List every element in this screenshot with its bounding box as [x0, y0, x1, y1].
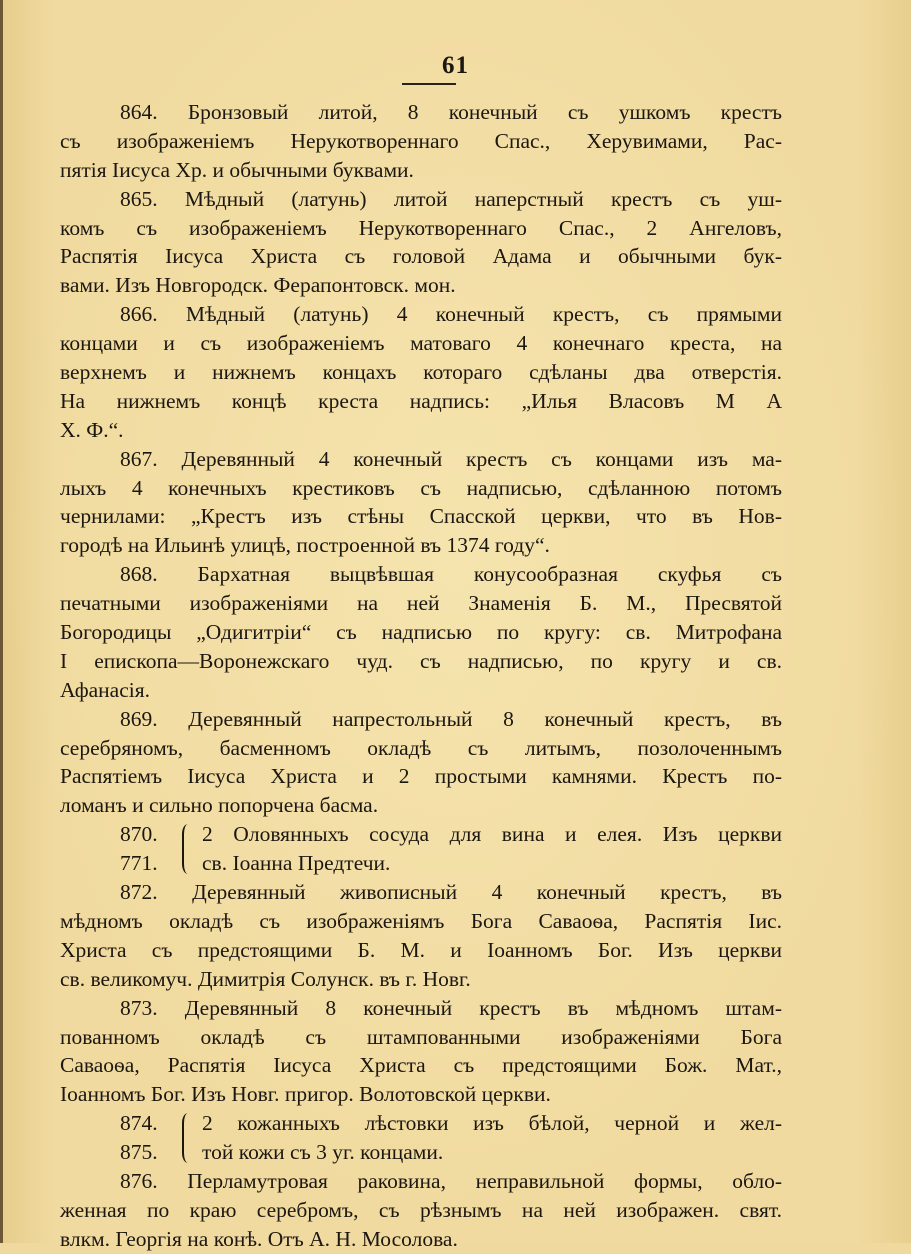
page-number-rule — [402, 83, 456, 85]
curly-brace — [182, 824, 192, 874]
text-line: 876. Перламутровая раковина, неправильной формы, обло- — [120, 1168, 782, 1193]
text-line: печатными изображеніями на ней Знаменія Б. М., Пресвятой — [60, 591, 782, 616]
bracketed-entry — [60, 820, 782, 878]
curly-brace — [182, 1113, 192, 1163]
entry-numbers — [120, 1109, 172, 1167]
text-line: Распятіемъ Іисуса Христа и 2 простыми камнями. Крестъ по- — [60, 764, 782, 789]
text-line: св. Іоанна Предтечи. — [202, 851, 391, 876]
text-line: Афанасія. — [60, 677, 151, 702]
text-line: св. великомуч. Димитрія Солунск. въ г. Новг. — [60, 966, 471, 991]
text-line: Саваоѳа, Распятія Іисуса Христа съ предстоящими Бож. Мат., — [60, 1053, 782, 1078]
text-line: 864. Бронзовый литой, 8 конечный съ ушкомъ крестъ — [120, 100, 782, 124]
catalog-entry — [60, 185, 782, 301]
text-line: чернилами: „Крестъ изъ стѣны Спасской церкви, что въ Нов- — [60, 504, 782, 529]
text-line: 873. Деревянный 8 конечный крестъ въ мѣдномъ штам- — [120, 995, 782, 1020]
entry-number: 870. — [120, 822, 158, 847]
text-line: концами и съ изображеніемъ матоваго 4 конечнаго креста, на — [60, 331, 782, 356]
text-line: городѣ на Ильинѣ улицѣ, построенной въ 1374 году“. — [60, 533, 550, 558]
text-line: Х. Ф.“. — [60, 417, 124, 442]
entry-number: 875. — [120, 1140, 158, 1165]
text-line: 867. Деревянный 4 конечный крестъ съ концами изъ ма- — [120, 446, 782, 471]
text-line: серебряномъ, басменномъ окладѣ съ литымъ, позолоченнымъ — [60, 735, 782, 760]
catalog-entry — [60, 705, 782, 821]
catalog-entry — [60, 994, 782, 1110]
text-line: той кожи съ 3 уг. концами. — [202, 1140, 444, 1165]
text-line: вами. Изъ Новгородск. Ферапонтовск. мон. — [60, 273, 456, 298]
text-line: Распятія Іисуса Христа съ головой Адама и обычными бук- — [60, 244, 782, 269]
text-line: лыхъ 4 конечныхъ крестиковъ съ надписью, сдѣланною потомъ — [60, 475, 782, 500]
entry-number: 874. — [120, 1111, 158, 1136]
text-line: Богородицы „Одигитріи“ съ надписью по кругу: св. Митрофана — [60, 620, 782, 645]
text-line: 2 Оловянныхъ сосуда для вина и елея. Изъ церкви — [202, 822, 782, 847]
text-line: Христа съ предстоящими Б. М. и Іоанномъ Бог. Изъ церкви — [60, 937, 782, 962]
bracketed-entry — [60, 1109, 782, 1167]
text-line: І епископа—Воронежскаго чуд. съ надписью, по кругу и св. — [60, 648, 782, 673]
text-line: На нижнемъ концѣ креста надпись: „Илья Власовъ М А — [60, 388, 782, 413]
catalog-entry — [60, 1167, 782, 1254]
text-line: 869. Деревянный напрестольный 8 конечный крестъ, въ — [120, 706, 782, 731]
catalog-entry — [60, 878, 782, 994]
text-line: 2 кожанныхъ лѣстовки изъ бѣлой, черной и жел- — [202, 1111, 782, 1136]
catalog-entry — [60, 300, 782, 444]
text-line: верхнемъ и нижнемъ концахъ котораго сдѣланы два отверстія. — [60, 360, 782, 385]
text-line: ломанъ и сильно попорчена басма. — [60, 793, 379, 818]
text-line: мѣдномъ окладѣ съ изображеніямъ Бога Саваоѳа, Распятія Іис. — [60, 908, 782, 933]
page-number: 61 — [442, 52, 469, 79]
text-line: 872. Деревянный живописный 4 конечный крестъ, въ — [120, 880, 782, 905]
entry-number: 771. — [120, 851, 158, 876]
text-line: 866. Мѣдный (латунь) 4 конечный крестъ, съ прямыми — [120, 302, 782, 327]
catalog-entry — [60, 98, 782, 185]
text-line: женная по краю серебромъ, съ рѣзнымъ на ней изображен. свят. — [60, 1197, 782, 1222]
text-line: пованномъ окладѣ съ штампованными изображеніями Бога — [60, 1024, 782, 1049]
text-line: комъ съ изображеніемъ Нерукотвореннаго Спас., 2 Ангеловъ, — [60, 215, 782, 240]
entry-numbers — [120, 820, 172, 878]
entry-text — [202, 1109, 782, 1167]
entry-text — [202, 820, 782, 878]
text-line: 868. Бархатная выцвѣвшая конусообразная скуфья съ — [120, 562, 782, 587]
page-binding-edge — [0, 0, 3, 1243]
text-line: влкм. Георгія на конѣ. Отъ А. Н. Мосолова. — [60, 1226, 458, 1251]
text-line: 865. Мѣдный (латунь) литой наперстный крестъ съ уш- — [120, 186, 782, 211]
catalog-entry — [60, 560, 782, 704]
catalog-entry — [60, 445, 782, 561]
text-line: Іоанномъ Бог. Изъ Новг. пригор. Волотовской церкви. — [60, 1082, 551, 1107]
text-line: съ изображеніемъ Нерукотвореннаго Спас., Херувимами, Рас- — [60, 128, 782, 153]
catalog-text — [60, 98, 782, 1254]
text-line: пятія Іисуса Хр. и обычными буквами. — [60, 157, 414, 182]
